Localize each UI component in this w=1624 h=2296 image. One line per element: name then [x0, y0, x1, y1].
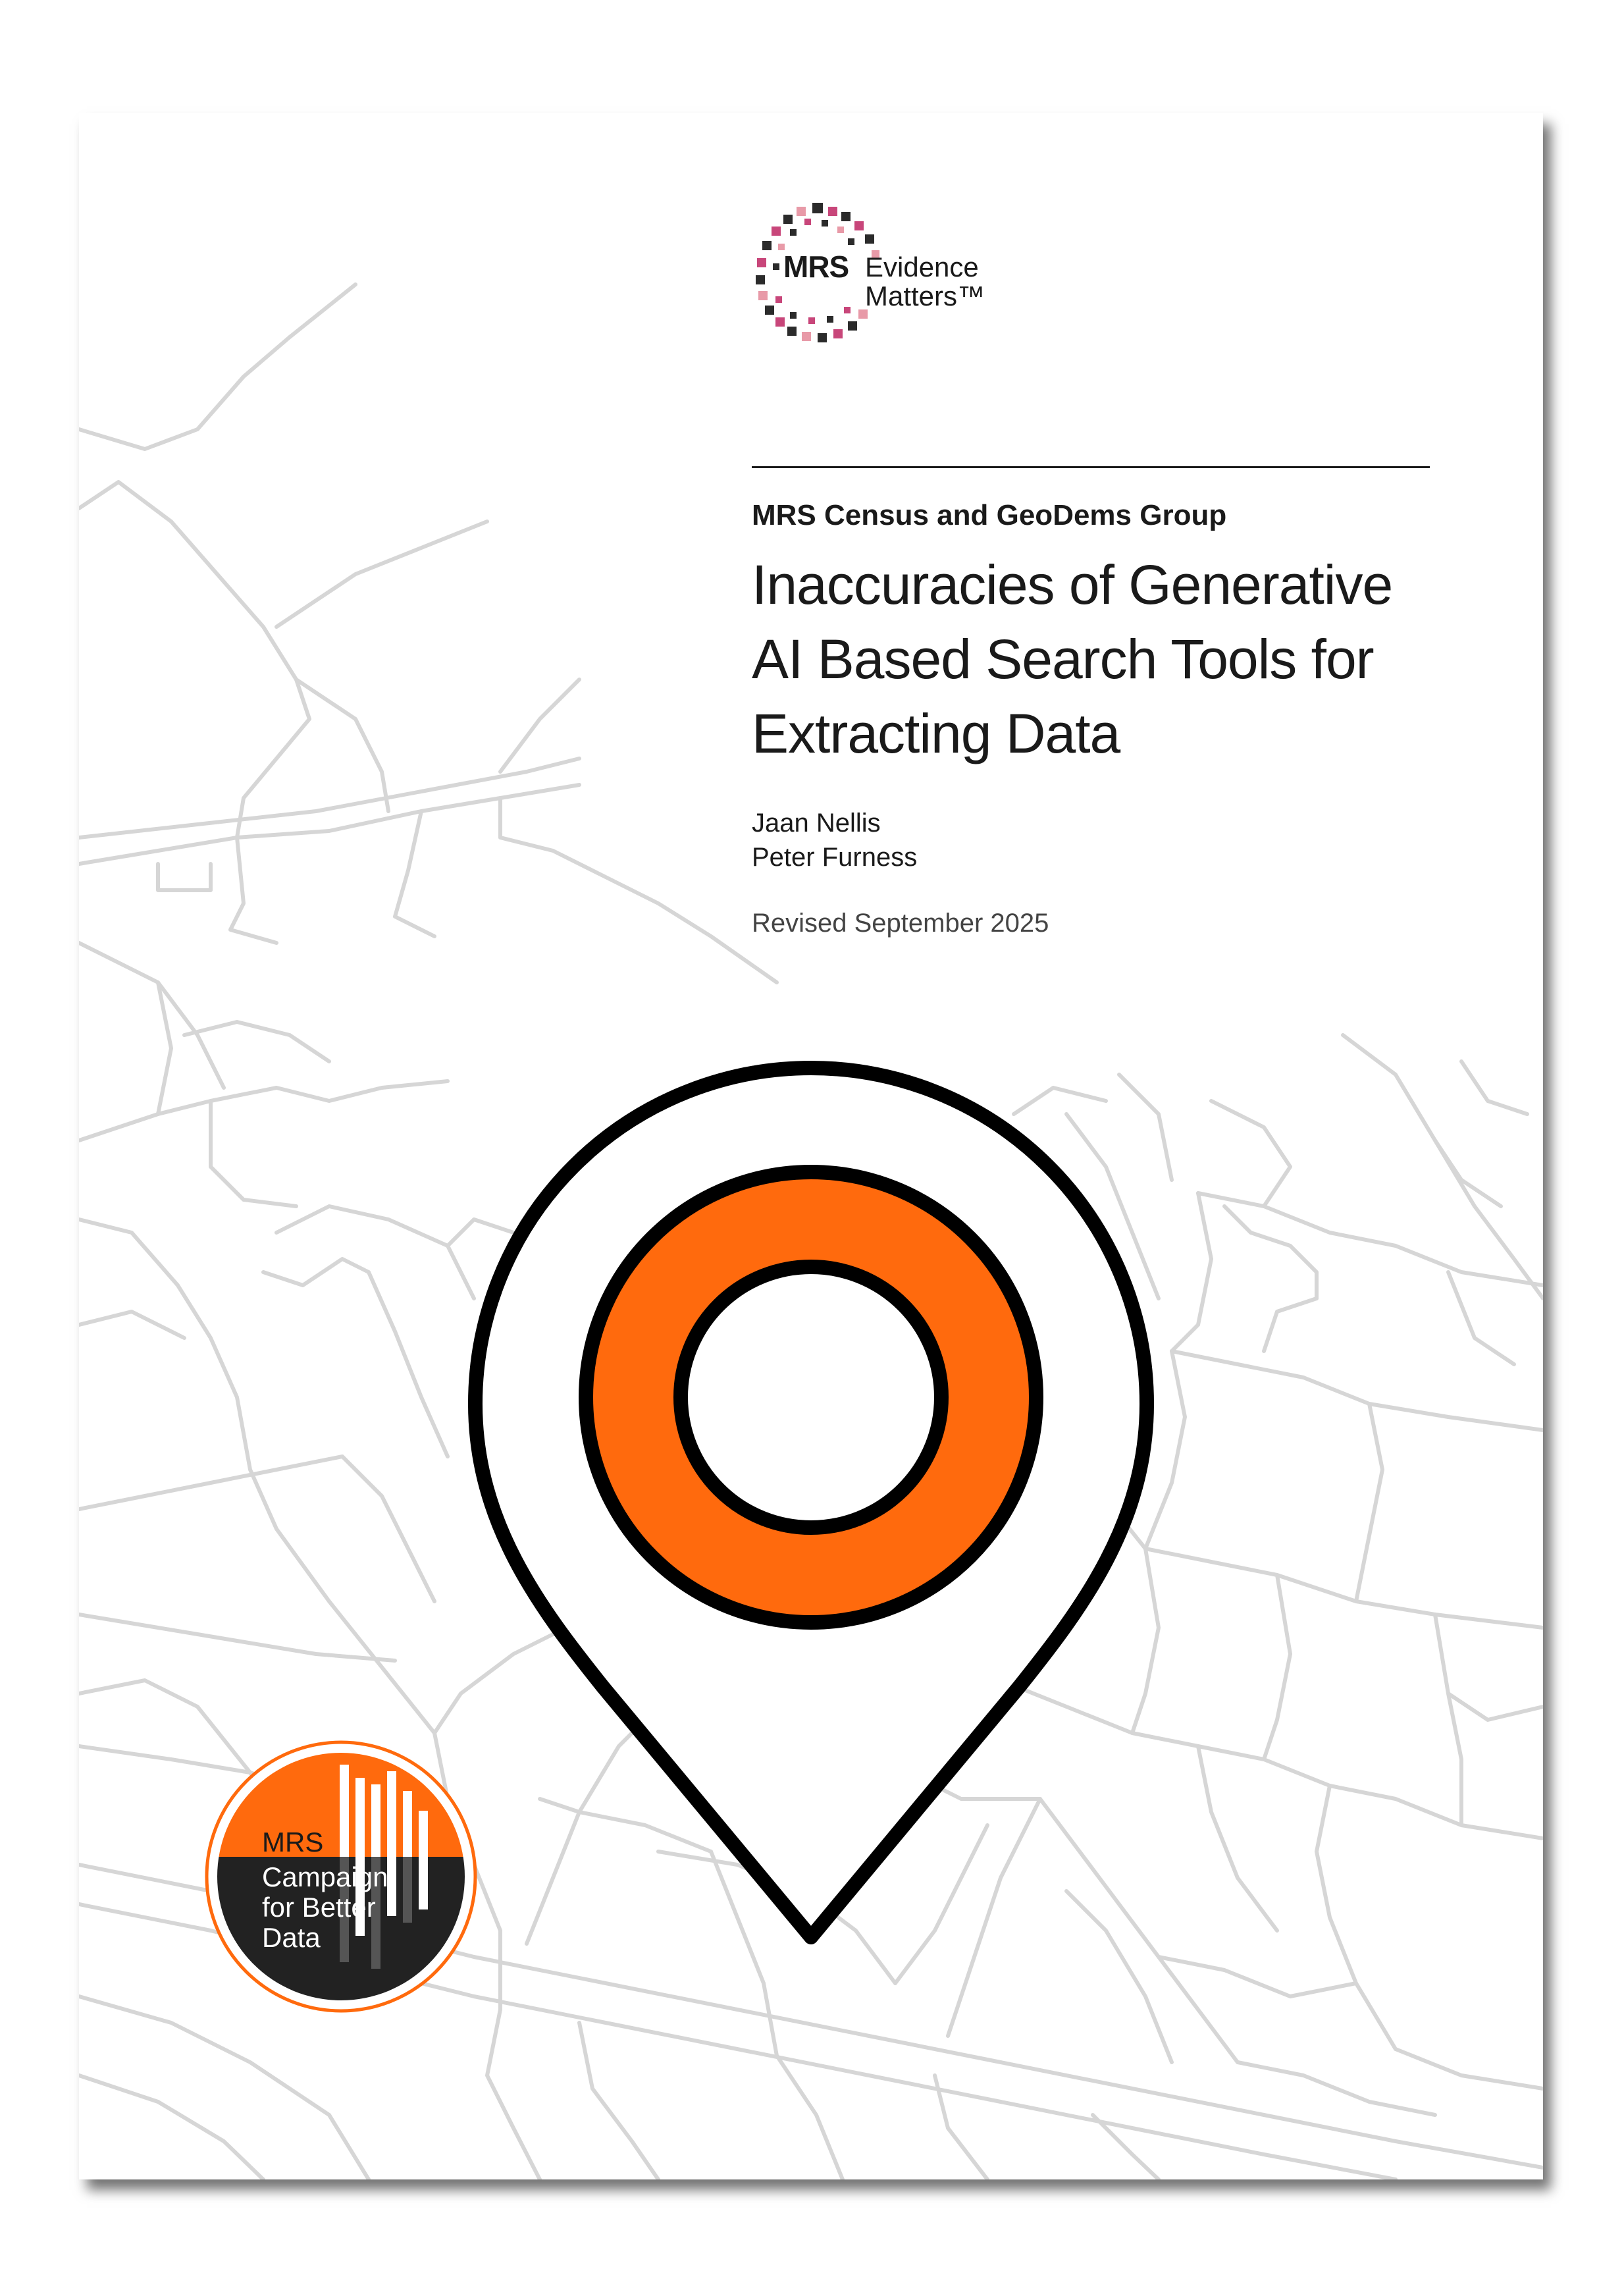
- title-line: Inaccuracies of Generative: [752, 554, 1393, 616]
- group-name: MRS Census and GeoDems Group: [752, 499, 1227, 531]
- badge-text: [262, 1862, 388, 1953]
- badge-brand: MRS: [262, 1827, 324, 1857]
- author-name: Jaan Nellis: [752, 809, 881, 838]
- badge-line: for Better: [262, 1892, 376, 1923]
- title-line: Extracting Data: [752, 703, 1120, 764]
- logo-tagline-line2: Matters™: [865, 280, 985, 311]
- mrs-campaign-badge: [203, 1738, 479, 2015]
- report-cover: [79, 113, 1543, 2179]
- author-name: Peter Furness: [752, 843, 918, 872]
- logo-tagline-line1: Evidence: [865, 252, 979, 282]
- logo-brand: MRS: [783, 250, 849, 284]
- revision-date: Revised September 2025: [752, 909, 1049, 938]
- badge-line: Campaign: [262, 1861, 388, 1892]
- badge-line: Data: [262, 1922, 321, 1953]
- title-line: AI Based Search Tools for: [752, 628, 1374, 690]
